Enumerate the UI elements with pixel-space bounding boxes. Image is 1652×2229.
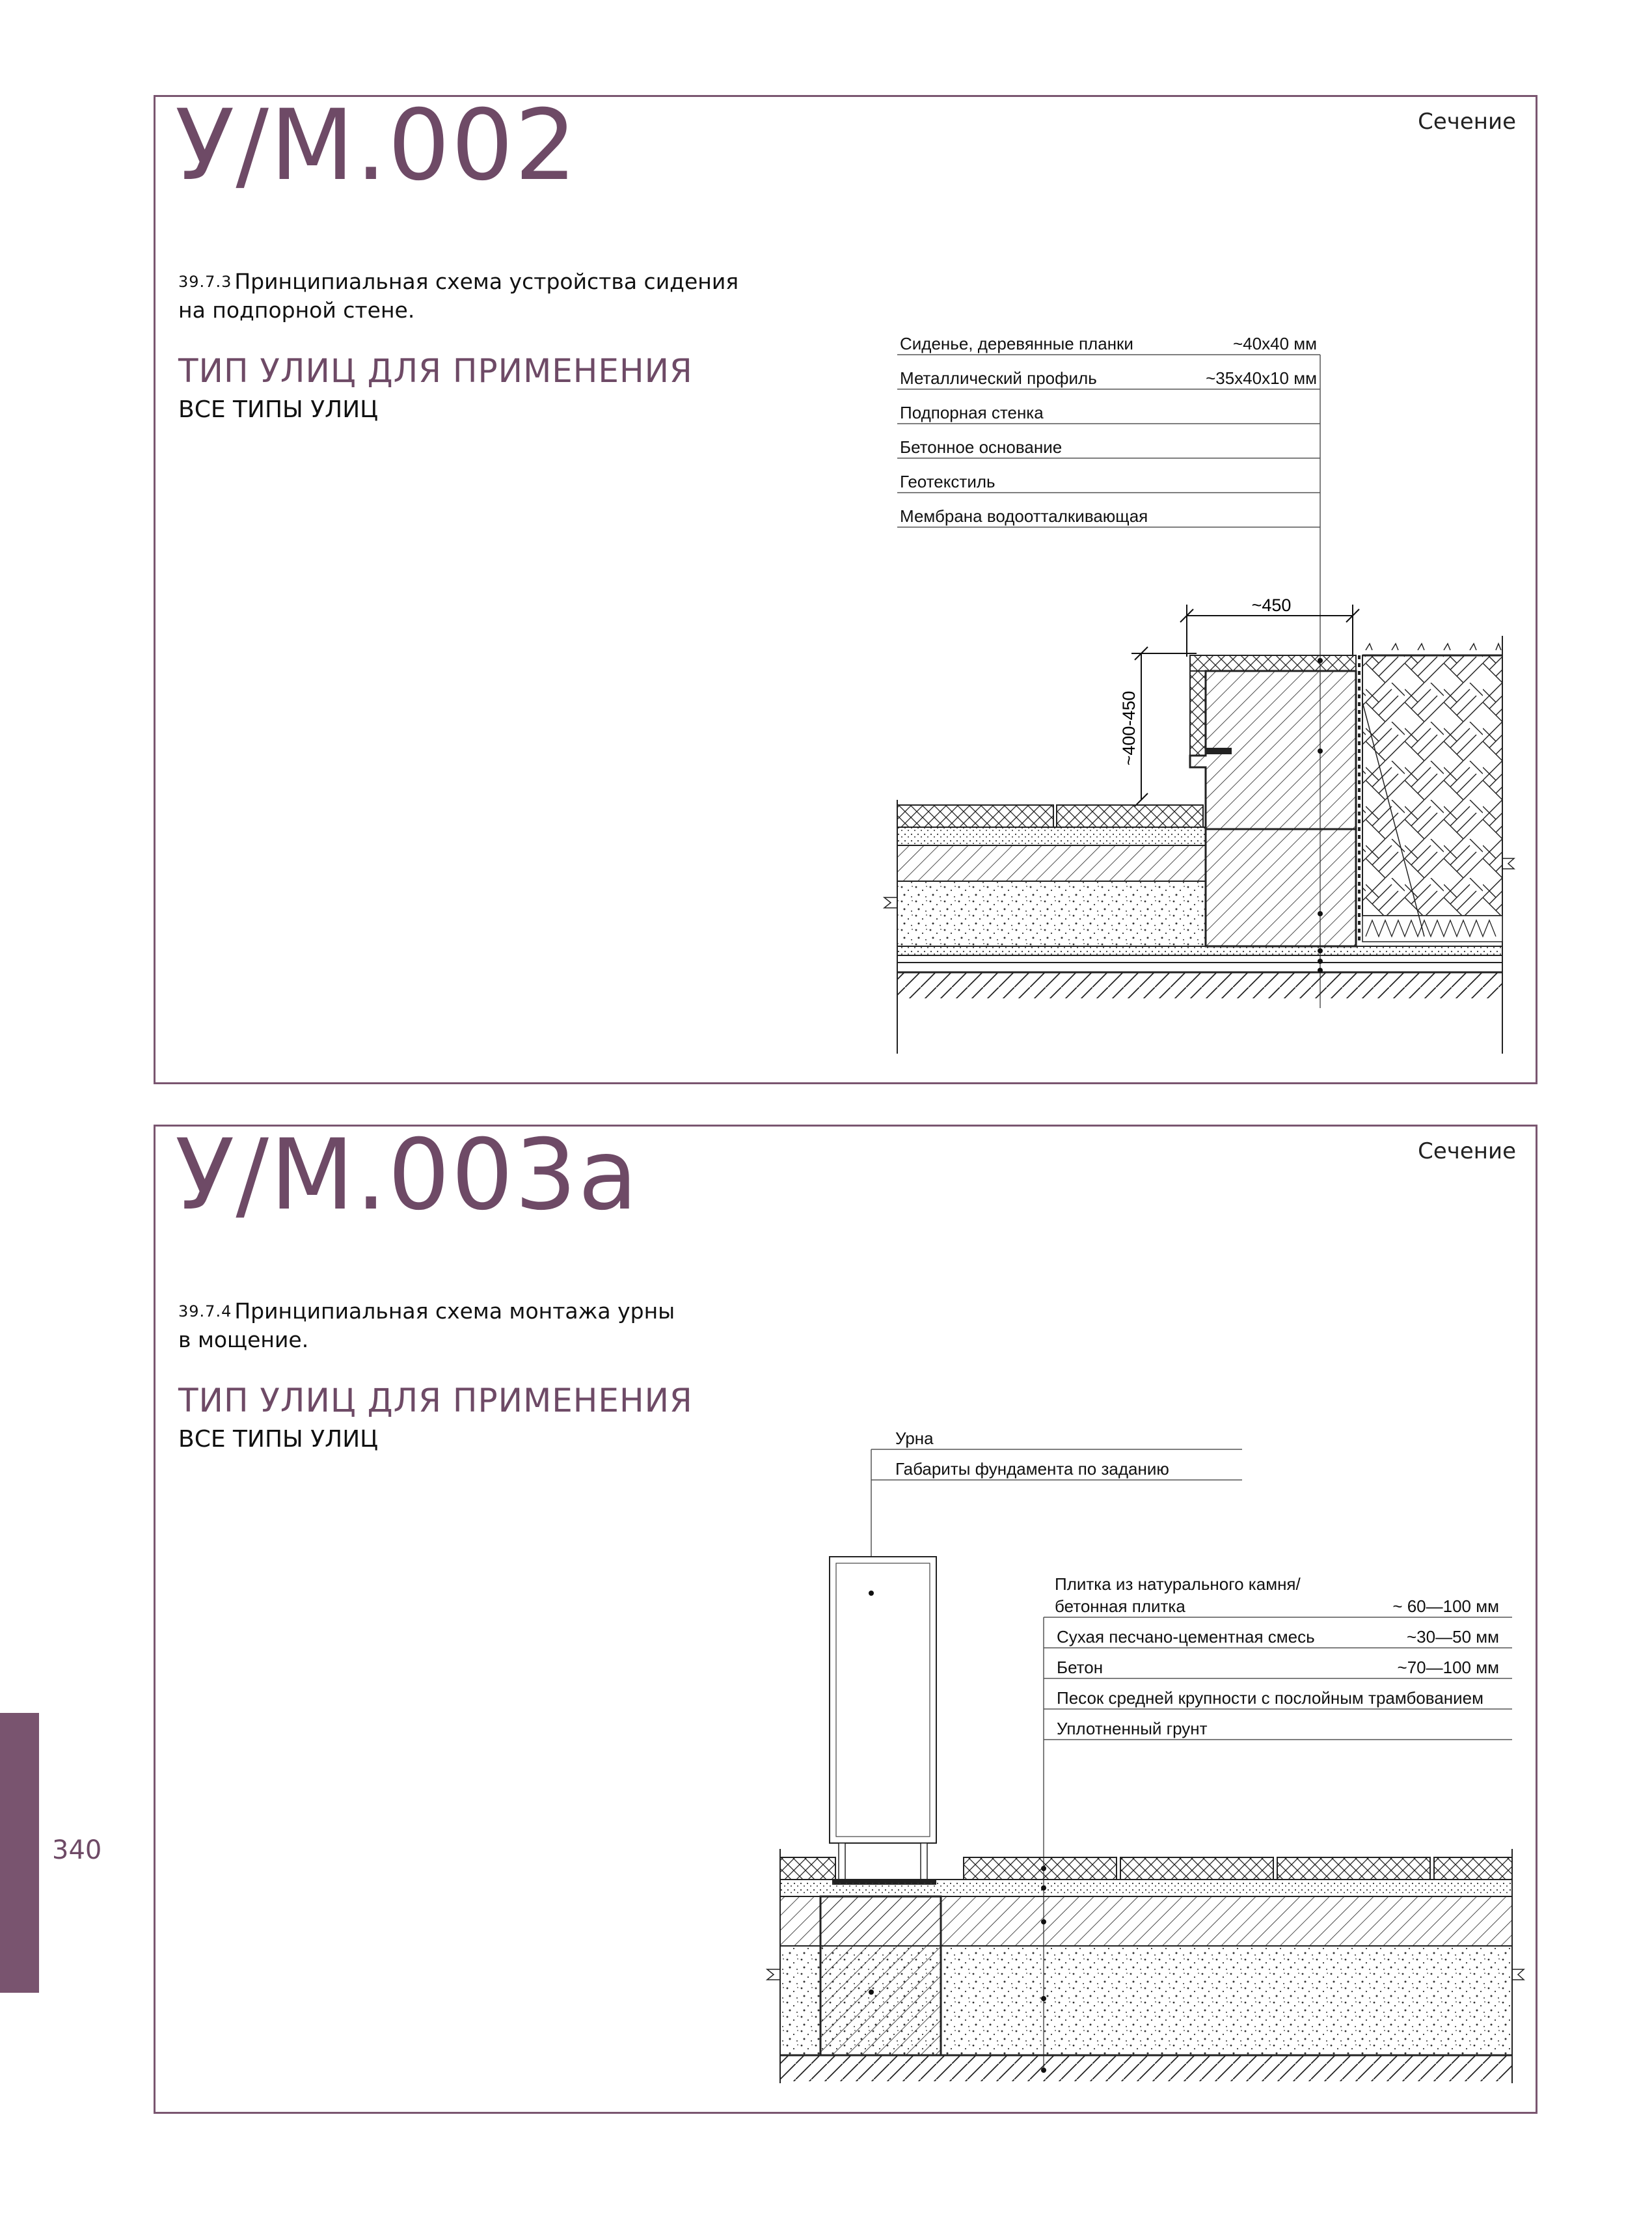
layer-value: ~30—50 мм [1407, 1627, 1499, 1647]
layer-name: Песок средней крупности с послойным трамбованием [1057, 1688, 1483, 1708]
paving-tiles [780, 1857, 1512, 1880]
layer-value: ~70—100 мм [1397, 1658, 1499, 1677]
layer-name: Металлический профиль [900, 368, 1097, 388]
soil-backfill [1362, 655, 1502, 916]
sheet-um-002 [154, 89, 1537, 1084]
caption-number: 39.7.3 [178, 273, 232, 291]
dimension-height [1131, 647, 1197, 806]
bin-legs [839, 1843, 845, 1880]
layer-name: Уплотненный грунт [1057, 1719, 1208, 1738]
chapter-tab [0, 1713, 39, 1993]
view-label: Сечение [1418, 109, 1516, 135]
layer-name: Подпорная стенка [900, 403, 1044, 422]
caption-number: 39.7.4 [178, 1302, 232, 1320]
layer-name: Бетон [1057, 1658, 1104, 1677]
caption-line-2: в мощение. [178, 1327, 309, 1352]
compacted-ground [780, 2055, 1512, 2081]
street-type-heading: ТИП УЛИЦ ДЛЯ ПРИМЕНЕНИЯ [178, 1382, 693, 1419]
street-type-value: ВСЕ ТИПЫ УЛИЦ [178, 1426, 379, 1453]
layer-name: Сухая песчано-цементная смесь [1057, 1627, 1315, 1647]
bin-body [830, 1557, 936, 1843]
layer-value: ~ 60—100 мм [1392, 1596, 1499, 1616]
dimension-width-label: ~450 [1251, 595, 1292, 615]
compacted-ground [897, 972, 1502, 998]
street-type-value: ВСЕ ТИПЫ УЛИЦ [178, 396, 379, 423]
layer-name: Сиденье, деревянные планки [900, 334, 1133, 353]
sheet-um-003a [154, 1119, 1537, 2114]
seat-planks [1190, 655, 1356, 671]
retaining-wall [1190, 671, 1356, 829]
street-type-heading: ТИП УЛИЦ ДЛЯ ПРИМЕНЕНИЯ [178, 352, 693, 390]
page-number: 340 [52, 1835, 102, 1865]
paving-tiles [897, 805, 1053, 827]
layer-value: ~35х40х10 мм [1206, 368, 1317, 388]
label-bin: Урна [895, 1429, 934, 1448]
layer-value: ~40х40 мм [1233, 334, 1317, 353]
view-label: Сечение [1418, 1138, 1516, 1164]
layer-name: Бетонное основание [900, 437, 1063, 457]
layer-name: бетонная плитка [1055, 1596, 1185, 1616]
caption-line-2: на подпорной стене. [178, 297, 415, 323]
layer-name: Мембрана водоотталкивающая [900, 506, 1148, 526]
label-foundation: Габариты фундамента по заданию [895, 1459, 1169, 1479]
section-drawing-seat [156, 89, 1536, 1082]
caption-line-1: Принципиальная схема устройства сидения [234, 269, 739, 294]
concrete-base [1206, 829, 1356, 946]
dimension-height-label: ~400-450 [1119, 691, 1139, 766]
sheet-code: У/М.003а [175, 1119, 640, 1232]
sheet-code: У/М.002 [175, 89, 578, 202]
bin-foundation [820, 1896, 941, 2055]
caption-line-1: Принципиальная схема монтажа урны [234, 1298, 675, 1324]
section-drawing-bin [156, 1119, 1536, 2112]
layer-name: Геотекстиль [900, 472, 995, 491]
sand-cement-layer [780, 1880, 1512, 1896]
layer-name: Плитка из натурального камня/ [1055, 1574, 1301, 1594]
